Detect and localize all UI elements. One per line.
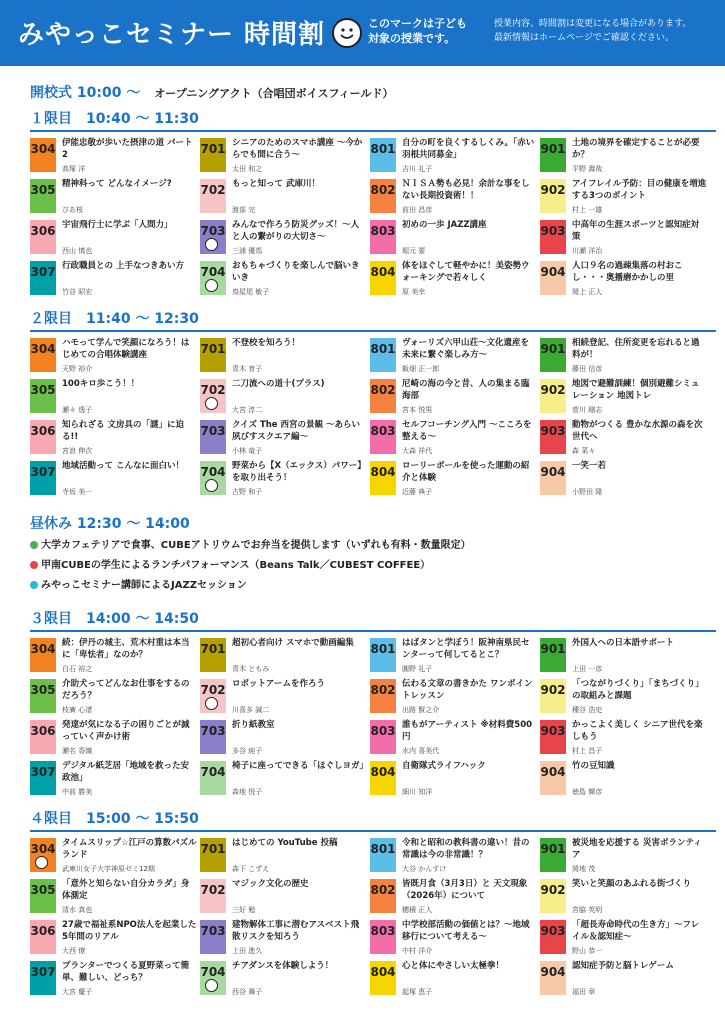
room-number: 704 [200,761,226,795]
class-card[interactable] [540,336,708,374]
class-title: クイズ The 西宮の景観 〜あらい夙びすスクエア編〜 [232,420,360,442]
lecturer-name: 高塚 洋 [62,165,86,173]
lecturer-name: 三浦 優馬 [232,247,263,255]
room-number: 803 [370,720,396,754]
class-title: 皆既月食（3月3日）と 天文現象（2026年）について [402,879,528,901]
class-title: 不登校を知ろう！ [232,338,301,348]
class-title: はじめての YouTube 投稿 [232,838,338,848]
class-title: 地図で避難訓練！個別避難シミュレーション 地図トレ [572,379,700,401]
class-card[interactable] [370,836,538,874]
lecturer-name: 平野 壽哉 [572,165,603,173]
class-card[interactable] [370,959,538,997]
class-card[interactable] [30,877,198,915]
class-title: 100キロ歩こう！！ [62,379,140,389]
room-number: 306 [30,920,56,954]
room-number: 901 [540,638,566,672]
lecturer-name: 大宮 淳二 [232,406,263,414]
lecturer-name: 宮本 悦男 [402,406,433,414]
lecturer-name: 飯畑 正一郎 [402,365,440,373]
lecturer-name: 宮脇 英明 [572,906,603,914]
room-number: 901 [540,838,566,872]
room-number: 704 [200,461,226,495]
class-title: 続：伊丹の城主、荒木村重は本当に「卑怯者」なのか？ [62,638,190,660]
lecturer-name: 川瀬 洋治 [572,247,603,255]
lecturer-name: 原 美幸 [402,288,426,296]
lecturer-name: 圓野 礼子 [402,665,433,673]
class-card[interactable] [30,336,198,374]
class-title: 二刀流への道十(プラス) [232,379,325,389]
class-title: アイフレイル予防：目の健康を増進する3つのポイント [572,179,707,201]
class-card[interactable] [540,959,708,997]
room-number: 804 [370,761,396,795]
kids-smiley-icon [205,479,218,492]
class-card[interactable] [540,136,708,174]
class-title: 27歳で福祉系NPO法人を起業した5年間のリアル [62,920,197,942]
lecturer-name: 岡上 正人 [572,288,603,296]
class-card[interactable] [370,877,538,915]
page-title: みやっこセミナー 時間割 [18,20,326,50]
class-title: 動物がつくる 豊かな水源の森を次世代へ [572,420,703,442]
class-title: マジック文化の歴史 [232,879,309,889]
class-title: もっと知って 武庫川！ [232,179,320,189]
class-title: 認知症予防と脳トレゲーム [572,961,674,971]
room-number: 304 [30,838,56,872]
room-number: 701 [200,838,226,872]
room-number: 801 [370,638,396,672]
period-title: ３限目 14:00 〜 14:50 [30,611,199,627]
class-card[interactable] [30,677,198,715]
period-divider [30,330,716,332]
class-title: みんなで作ろう防災グッズ！〜人と人の繋がりの大切さ〜 [232,220,360,242]
class-card[interactable] [370,336,538,374]
kids-smiley-icon [205,279,218,292]
class-card[interactable] [200,636,368,674]
room-number: 306 [30,220,56,254]
lunch-title: 昼休み 12:30 〜 14:00 [30,516,190,532]
lunch-item-1: 大学カフェテリアで食事、CUBEアトリウムでお弁当を提供します（いずれも有料・数量限定） [30,536,471,551]
lecturer-name: 村上 昌子 [572,747,603,755]
class-card[interactable] [540,718,708,756]
room-number: 305 [30,379,56,413]
room-number: 702 [200,379,226,413]
class-card[interactable] [200,136,368,174]
lecturer-name: 大宮 慶子 [62,988,93,996]
class-title: 地域活動って こんなに面白い！ [62,461,184,471]
room-number: 903 [540,720,566,754]
class-title: 知られざる 文房具の「謎」に迫る!! [62,420,184,442]
class-card[interactable] [30,377,198,415]
class-title: 建物解体工事に潜むアスベスト飛散リスクを知ろう [232,920,360,942]
lecturer-name: 鳥屋尾 敏子 [232,288,270,296]
class-card[interactable] [540,636,708,674]
class-title: 令和と昭和の教科書の違い！昔の常識は今の非常識！？ [402,838,530,860]
lecturer-name: 多谷 純子 [232,747,263,755]
class-title: 介助犬ってどんなお仕事をするのだろう？ [62,679,190,701]
lecturer-name: 近藤 典子 [402,488,433,496]
class-title: 中学校部活動の価値とは？〜地域移行について考える〜 [402,920,530,942]
class-card[interactable] [540,459,708,497]
opening-title: 開校式 10:00 〜 オープニングアクト（合唱団ボイスフィールド） [30,85,394,101]
period-divider [30,130,716,132]
class-card[interactable] [200,418,368,456]
class-card[interactable] [370,636,538,674]
lecturer-name: 森下 こずえ [232,865,270,873]
lecturer-name: 福田 章 [572,988,596,996]
lecturer-name: 穂積 正人 [402,906,433,914]
period-title: ２限目 11:40 〜 12:30 [30,311,199,327]
class-card[interactable] [200,718,368,756]
room-number: 904 [540,261,566,295]
class-card[interactable] [370,218,538,256]
class-title: タイムスリップ☆江戸の算数パズルランド [62,838,197,860]
lecturer-name: 川喜多 誠二 [232,706,270,714]
class-card[interactable] [540,836,708,874]
class-card[interactable] [370,418,538,456]
lunch-item-3: みやっこセミナー講師によるJAZZセッション [30,576,247,591]
room-number: 803 [370,220,396,254]
room-number: 306 [30,720,56,754]
lecturer-name: 中村 洋介 [402,947,433,955]
class-title: セルフコーチング入門 〜こころを整える〜 [402,420,532,442]
room-number: 803 [370,420,396,454]
class-title: 行政職員との 上手なつきあい方 [62,261,184,271]
lecturer-name: 大西 僚 [62,947,86,955]
smiley-icon [332,18,362,48]
kids-smiley-icon [205,397,218,410]
room-number: 804 [370,961,396,995]
class-title: 誰もがアーティスト ※材料費500円 [402,720,533,742]
class-title: 中高年の生涯スポーツと認知症対策 [572,220,700,242]
room-number: 901 [540,138,566,172]
class-card[interactable] [370,759,538,797]
lecturer-name: 青木 育子 [232,365,263,373]
class-title: 初めの一歩 JAZZ講座 [402,220,487,230]
class-card[interactable] [30,918,198,956]
lecturer-name: 瀬名 香織 [62,747,93,755]
class-card[interactable] [200,459,368,497]
class-title: 体をほぐして軽やかに！美姿勢ウォーキングで若々しく [402,261,530,283]
lecturer-name: 中前 勝美 [62,788,93,796]
period-title: ４限目 15:00 〜 15:50 [30,811,199,827]
room-number: 903 [540,920,566,954]
lecturer-name: 上田 進久 [232,947,263,955]
lecturer-name: 西山 慎也 [62,247,93,255]
lecturer-name: 前田 昌彦 [402,206,433,214]
class-card[interactable] [30,459,198,497]
class-card[interactable] [200,959,368,997]
lecturer-name: 吉川 礼子 [402,165,433,173]
room-number: 902 [540,179,566,213]
class-card[interactable] [540,218,708,256]
lecturer-name: 西谷 舞子 [232,988,263,996]
room-number: 803 [370,920,396,954]
lecturer-name: 岡地 茂 [572,865,596,873]
class-card[interactable] [370,718,538,756]
lecturer-name: 森地 悦子 [232,788,263,796]
class-title: 野菜から【X（エックス）パワー】を取り出そう！ [232,461,366,483]
room-number: 703 [200,220,226,254]
kids-smiley-icon [205,979,218,992]
class-title: 超初心者向け スマホで動画編集 [232,638,354,648]
class-title: かっこよく美しく シニア世代を楽しもう [572,720,703,742]
lecturer-name: 起塚 恵子 [402,988,433,996]
room-number: 902 [540,879,566,913]
lecturer-name: 大谷 かんすけ [402,865,447,873]
class-card[interactable] [30,177,198,215]
room-number: 802 [370,679,396,713]
class-card[interactable] [200,377,368,415]
room-number: 307 [30,761,56,795]
room-number: 306 [30,420,56,454]
lecturer-name: 水内 喜美代 [402,747,440,755]
room-number: 305 [30,179,56,213]
lecturer-name: 出路 賢之介 [402,706,440,714]
room-number: 701 [200,338,226,372]
class-card[interactable] [30,136,198,174]
room-number: 304 [30,138,56,172]
lecturer-name: ぴあ桜 [62,206,83,214]
room-number: 802 [370,179,396,213]
room-number: 801 [370,338,396,372]
room-number: 902 [540,379,566,413]
lecturer-name: 小野田 隆 [572,488,603,496]
class-title: ＮＩＳＡ勢も必見！余計な事をしない長期投資術！！ [402,179,530,201]
class-card[interactable] [30,718,198,756]
room-number: 307 [30,461,56,495]
class-card[interactable] [200,836,368,874]
room-number: 304 [30,638,56,672]
period-divider [30,630,716,632]
class-title: 外国人への日本語サポート [572,638,675,648]
lecturer-name: 瀬々 逸子 [62,406,93,414]
class-title: 自分の町を良くするしくみ。「赤い羽根共同募金」 [402,138,535,160]
room-number: 903 [540,420,566,454]
kids-smiley-icon [205,697,218,710]
room-number: 902 [540,679,566,713]
class-card[interactable] [200,877,368,915]
class-title: デジタル紙芝居「地域を救った安政池」 [62,761,189,783]
room-number: 703 [200,720,226,754]
class-card[interactable] [540,418,708,456]
class-title: 相続登記、住所変更を忘れると過料が！ [572,338,700,360]
class-title: シニアのためのスマホ講座 〜今からでも間に合う〜 [232,138,363,160]
class-card[interactable] [200,259,368,297]
class-card[interactable] [540,677,708,715]
class-title: 土地の境界を確定することが必要か？ [572,138,700,160]
class-title: はばタンと学ぼう！阪神南県民センターって何してるとこ？ [402,638,530,660]
class-title: 竹の豆知識 [572,761,615,771]
schedule-note: 授業内容、時間割は変更になる場合があります。 最新情報はホームページでご確認ください。 [494,19,692,43]
lecturer-name: 太田 和之 [232,165,263,173]
class-title: 「超長寿命時代の生き方」〜フレイル＆認知症〜 [572,920,700,942]
lecturer-name: 天野 裕介 [62,365,93,373]
room-number: 703 [200,420,226,454]
class-card[interactable] [30,218,198,256]
lecturer-name: 森 菜々 [572,447,596,455]
class-card[interactable] [30,959,198,997]
room-number: 904 [540,461,566,495]
class-card[interactable] [200,177,368,215]
class-title: プランターでつくる夏野菜って簡単、難しい、どっち？ [62,961,190,983]
kids-mark-note: このマークは子ども 対象の授業です。 [368,17,467,45]
period-title: １限目 10:40 〜 11:30 [30,111,199,127]
lecturer-name: 徳島 輝彦 [572,788,603,796]
lecturer-name: 細川 知洋 [402,788,433,796]
class-title: 自衛隊式ライフハック [402,761,486,771]
class-card[interactable] [200,759,368,797]
lecturer-name: 渡部 完 [232,206,256,214]
room-number: 802 [370,379,396,413]
class-title: ヴォーリズ六甲山荘〜文化遺産を未来に繋ぐ楽しみ方〜 [402,338,529,360]
class-card[interactable] [540,259,708,297]
lecturer-name: 野山 恭一 [572,947,603,955]
class-title: ロボットアームを作ろう [232,679,325,689]
room-number: 702 [200,879,226,913]
room-number: 701 [200,138,226,172]
class-card[interactable] [30,636,198,674]
room-number: 702 [200,679,226,713]
room-number: 903 [540,220,566,254]
class-title: 折り紙教室 [232,720,275,730]
lecturer-name: 三好 勉 [232,906,256,914]
header-banner [0,0,725,66]
room-number: 901 [540,338,566,372]
lecturer-name: 武庫川女子大学神原ゼミ12期 [62,865,155,873]
lecturer-name: 青木 ともみ [232,665,270,673]
lecturer-name: 藤田 信彦 [572,365,603,373]
class-card[interactable] [370,459,538,497]
class-card[interactable] [370,259,538,297]
class-title: おもちゃづくりを楽しんで脳いきいき [232,261,360,283]
room-number: 801 [370,838,396,872]
class-card[interactable] [30,418,198,456]
lecturer-name: 小林 竜子 [232,447,263,455]
class-card[interactable] [30,259,198,297]
lecturer-name: 白石 裕之 [62,665,93,673]
class-title: 椅子に座ってできる「ほぐしヨガ」 [232,761,369,771]
room-number: 804 [370,261,396,295]
class-title: 発達が気になる子の困りごとが減っていく声かけ術 [62,720,190,742]
room-number: 702 [200,179,226,213]
class-card[interactable] [200,918,368,956]
room-number: 307 [30,961,56,995]
class-card[interactable] [370,136,538,174]
kids-smiley-icon [205,238,218,251]
class-card[interactable] [30,759,198,797]
class-card[interactable] [540,877,708,915]
lecturer-name: 種谷 浩史 [572,706,603,714]
lecturer-name: 上田 一彦 [572,665,603,673]
room-number: 305 [30,879,56,913]
room-number: 307 [30,261,56,295]
class-title: 宇宙飛行士に学ぶ「人間力」 [62,220,173,230]
class-title: 「つながりづくり」「まちづくり」の取組みと課題 [572,679,704,701]
room-number: 804 [370,461,396,495]
room-number: 704 [200,961,226,995]
class-title: 心と体にやさしい太極拳！ [402,961,505,971]
room-number: 801 [370,138,396,172]
room-number: 704 [200,261,226,295]
lecturer-name: 菅川 剛志 [572,406,603,414]
class-title: 「意外と知らない自分カラダ」身体測定 [62,879,190,901]
lecturer-name: 寺坂 美一 [62,488,93,496]
class-card[interactable] [540,918,708,956]
room-number: 904 [540,961,566,995]
class-card[interactable] [540,377,708,415]
class-title: 伝わる文章の書きかた ワンポイントレッスン [402,679,533,701]
lunch-item-2: 甲南CUBEの学生によるランチパフォーマンス（Beans Talk／CUBEST COFFEE） [30,556,430,571]
class-title: ローリーボールを使った運動の紹介と体験 [402,461,530,483]
class-card[interactable] [370,177,538,215]
class-card[interactable] [540,759,708,797]
lecturer-name: 村上 一雄 [572,206,603,214]
class-title: 伊能忠敬が歩いた摂津の道 パート2 [62,138,193,160]
class-title: チアダンスを体験しよう！ [232,961,334,971]
class-card[interactable] [370,377,538,415]
room-number: 305 [30,679,56,713]
room-number: 904 [540,761,566,795]
class-card[interactable] [200,336,368,374]
room-number: 304 [30,338,56,372]
class-title: 人口９名の過疎集落の村おこし・・・奥播磨かかしの里 [572,261,683,283]
lecturer-name: 大森 祥代 [402,447,433,455]
class-title: ハモって学んで笑顔になろう！はじめての合唱体験講座 [62,338,190,360]
kids-smiley-icon [35,856,48,869]
lecturer-name: 堀元 要 [402,247,426,255]
period-divider [30,830,716,832]
class-title: 笑いと笑顔のあふれる街づくり [572,879,692,889]
class-card[interactable] [370,677,538,715]
room-number: 703 [200,920,226,954]
lecturer-name: 竹谷 昭宏 [62,288,93,296]
class-card[interactable] [370,918,538,956]
lecturer-name: 古野 和子 [232,488,263,496]
room-number: 802 [370,879,396,913]
class-card[interactable] [30,836,198,874]
lecturer-name: 枝廣 心渚 [62,706,93,714]
class-title: 尼崎の海の今と昔、人の集まる臨海部 [402,379,530,401]
class-card[interactable] [540,177,708,215]
class-title: 精神科って どんなイメージ? [62,179,172,189]
class-card[interactable] [200,218,368,256]
class-card[interactable] [200,677,368,715]
room-number: 701 [200,638,226,672]
class-title: 一笑一若 [572,461,607,471]
class-title: 被災地を応援する 災害ボランティア [572,838,702,860]
lecturer-name: 清水 真也 [62,906,93,914]
lecturer-name: 宮浪 伸次 [62,447,93,455]
